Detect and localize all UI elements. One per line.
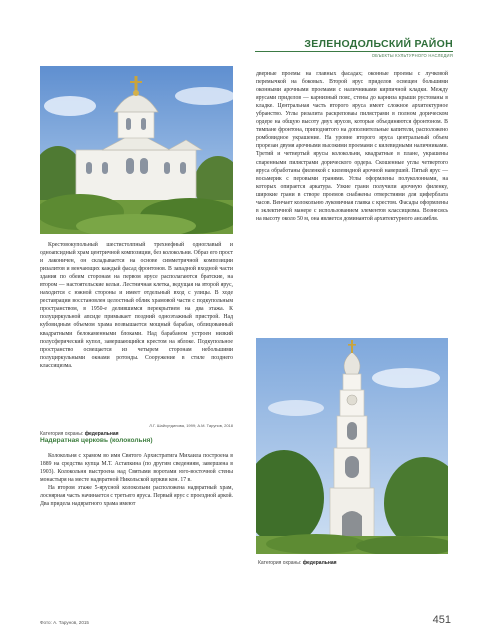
bell-tower-photo-image xyxy=(256,338,448,554)
protection-category-label: Категория охраны: xyxy=(258,560,302,566)
bell-tower-paragraph-1: Колокольня с храмом во имя Святого Архистратига Михаила построена в 1889 на средства купца М.Т. Астапкина (по другим сведениям, завершена в 1903). Колокольня выстроена над Святыми воротами юго-восточной стены монастыря на месте надвратной Никольской церкви кон. 17 в. xyxy=(40,453,233,484)
bell-tower-description-continued xyxy=(256,70,448,223)
region-title: ЗЕЛЕНОДОЛЬСКИЙ РАЙОН xyxy=(304,38,453,50)
bell-tower-paragraph-2: На втором этаже 5-ярусной колокольни расположена надвратный храм, лоснярная часть начинается с третьего яруса. Первый ярус с проездной аркой. Два придела надвратного храма имеют xyxy=(40,485,233,508)
church-description xyxy=(40,241,233,370)
protection-category-label: Категория охраны: xyxy=(40,431,84,437)
protection-category-right xyxy=(258,560,337,566)
region-subtitle: ОБЪЕКТЫ КУЛЬТУРНОГО НАСЛЕДИЯ xyxy=(371,53,453,58)
bell-tower-photo xyxy=(256,338,448,554)
photo-credit: Фото: А. Тарунов, 2015 xyxy=(40,620,89,625)
church-description-paragraph: Крестовокупольный шестистолпный трехнефный одноглавый и одноапсидный храм центричной композиции, без колокольни. Образ его прост и лаконичен, он складывается на основе симметричной композиции ризалитов и венчающих каждый фасад фронтонов. В западной входной части здания по обеим сторонам на первом ярусе располагаются братские, на втором — настоятельские кельи. Лестничная клетка, ведущая на второй ярус, находится с южной стороны и имеет отдельный вход с улицы. В ходе реставрации восстановлен целостный облик храмовой части с подкупольным пространством, в 1950-е делившимся перекрытием на два этажа. К полуциркульной апсиде примыкает поздний одноэтажный пристрой. Над кубовидным объемом храма возвышается мощный барабан, облицованный квадратными белокаменными блоками. Над барабаном устроен низкий полусферический купол, завершающийся крестом на яблоке. Подкупольное пространство освещается из четырем сторонам небольшими полуциркульными окнами ротонды. Сооружение в стиле позднего классицизма. xyxy=(40,242,233,369)
page-number: 451 xyxy=(432,614,451,626)
section-heading: Надвратная церковь (колокольня) xyxy=(40,437,153,444)
protection-category-value: федеральная xyxy=(302,560,337,566)
bell-tower-description-paragraph: дверные проемы на главных фасадах; оконные проемы с лучковой перемычкой на боковых. Второй ярус приделов освещен большими оконными арочными проемами с наличниками кирпичной кладки. Между ярусами приделов — карнизный пояс, стены до карниза крыши рустованы в кладке. Центральная часть второго яруса имеет сложное архитектурное убранство. Углы ризалита раскреповаы пилястрами в полном дорическом ордере на общую высоту двух ярусов, которые объединяются фронтоном. В тимпане фронтона, приподнятого на дополнительные капители, расположено ромбовидное украшение. На уровне второго яруса центральный объем прорезан двумя арочными высокими проемами с килевидными наличниками. Третий и четвертый ярусы колокольни, квадратные в плане, украшены спаренными пилястрами дорического ордера. Скошенные углы четвертого яруса обработаны филенкой с килевидной арочной навершей. Пятый ярус — восьмерик с перовыми гранями. Углы оформлены полуколоннами, на которых опирается аркатура. Узкие грани получили арочную филенку, широкие грани в створе проемов снабжены отверстиями для циферблата часов. Венчает колокольню луковичная главка с крестом. Фасады оформлены в эклектичной манере с использованием элементов классицизма. Вознесясь на высоту около 50 м, она является доминантой архитектурного ансамбля. xyxy=(256,71,448,222)
bell-tower-description xyxy=(40,452,233,508)
research-credit: Л.Г. Шайхутдинова, 1999; А.М. Тарунов, 2018 xyxy=(149,423,233,428)
header-rule xyxy=(255,51,453,52)
church-photo xyxy=(40,66,233,234)
church-photo-image xyxy=(40,66,233,234)
protection-category-value: федеральная xyxy=(84,431,119,437)
